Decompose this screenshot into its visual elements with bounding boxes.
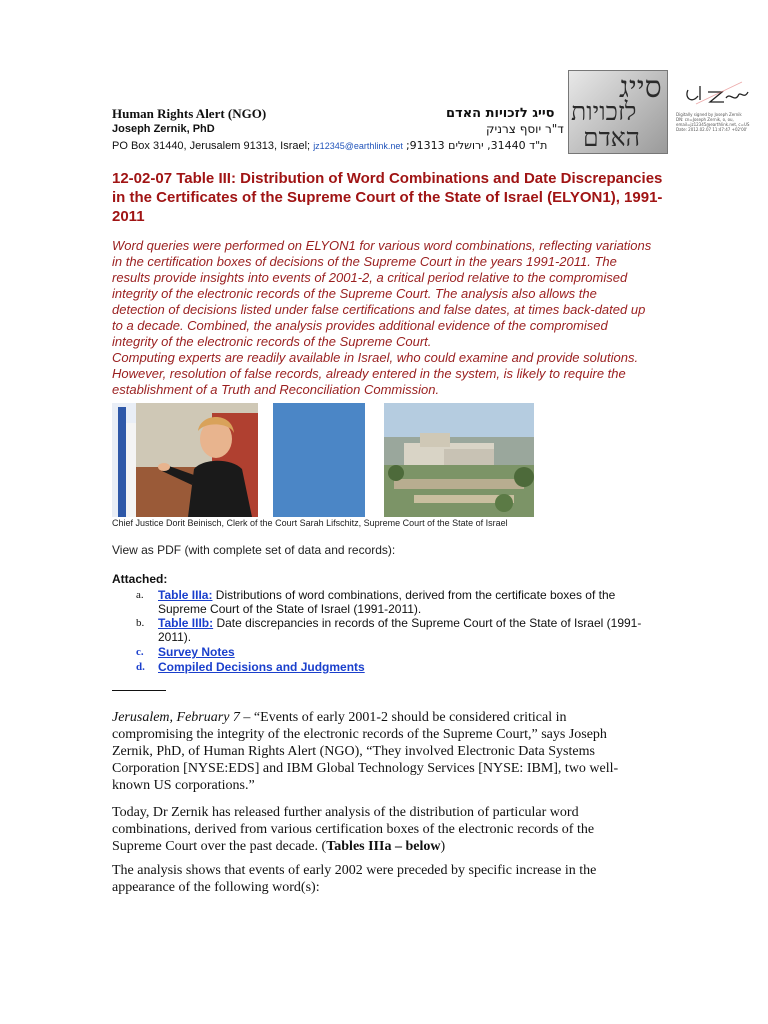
survey-notes-link[interactable]: Survey Notes (158, 645, 235, 659)
table-iiib-link[interactable]: Table IIIb: (158, 616, 214, 630)
contact-address (112, 139, 547, 152)
author-name-hebrew: ד"ר יוסף צרניק (486, 122, 564, 136)
logo-line-3: האדם (583, 123, 641, 152)
intro-paragraph-2: Computing experts are readily available in Israel, who could examine and provide solutions. However, resolution of false records, already entered in the system, is likely to require the establishment of a Truth and Reconciliation Commission. (112, 350, 639, 397)
attachment-description: Distributions of word combinations, derived from the certificate boxes of the Supreme Court of the State of Israel (1991-2011). (158, 588, 616, 616)
attachment-description: Date discrepancies in records of the Supreme Court of the State of Israel (1991-2011). (158, 616, 642, 644)
view-as-pdf-text: View as PDF (with complete set of data and records): (112, 543, 396, 557)
org-name: Human Rights Alert (NGO) (112, 106, 267, 121)
author-name: Joseph Zernik, PhD (112, 123, 215, 135)
chief-justice-photo (112, 403, 258, 517)
body-paragraph-3: The analysis shows that events of early 2002 were preceded by specific increase in the appearance of the following word(s): (112, 863, 597, 895)
postal-address: PO Box 31440, Jerusalem 91313, Israel; (112, 140, 311, 152)
list-marker: b. (136, 617, 145, 629)
supreme-court-building-photo (384, 403, 534, 517)
clerk-photo-placeholder (273, 403, 365, 517)
postal-address-hebrew: ;91313 ת"ד 31440, ירושלים (405, 139, 548, 152)
intro-text (112, 238, 652, 398)
intro-paragraph-1: Word queries were performed on ELYON1 for various word combinations, reflecting variations in the certification boxes of decisions of the Supreme Court in the years 1991-2011. The results provide insights into events of 2001-2, a critical period relative to the compromised integrity of the electronic records of the Supreme Court. The analysis also allows the detection of decisions listed under false certifications and false dates, at times back-dated up to a decade. Combined, the analysis provides additional evidence of the compromised integrity of the electronic records of the Supreme Court. (112, 238, 652, 349)
logo-line-2: לזכויות (571, 97, 637, 126)
attachment-item (136, 616, 656, 644)
org-logo (568, 70, 668, 154)
attachment-item (136, 645, 656, 659)
section-divider (112, 690, 166, 691)
attachment-item (136, 660, 656, 674)
attachment-item (136, 588, 656, 616)
photo-caption: Chief Justice Dorit Beinisch, Clerk of the Court Sarah Lifschitz, Supreme Court of the State of Israel (112, 518, 508, 528)
digital-signature-text: Digitally signed by Joseph Zernik DN: cn=Joseph Zernik, o, ou, email=jz12345@earthlink.net, c=US Date: 2012.02.07 11:47:47 +02'00' (676, 112, 750, 132)
body-paragraph-2: Today, Dr Zernik has released further analysis of the distribution of particular word combinations, derived from various certification boxes of the electronic records of the Supreme Court over the past decade. (Tables IIIa – below) (112, 805, 595, 854)
compiled-decisions-link[interactable]: Compiled Decisions and Judgments (158, 660, 365, 674)
signature-mark (682, 78, 752, 108)
page-title: 12-02-07 Table III: Distribution of Word Combinations and Date Discrepancies in the Certificates of the Supreme Court of the State of Israel (ELYON1), 1991-2011 (112, 170, 663, 225)
list-marker: a. (136, 589, 144, 601)
list-marker: d. (136, 661, 145, 673)
logo-line-1: סייג (619, 70, 662, 105)
table-iiia-link[interactable]: Table IIIa: (158, 588, 213, 602)
org-name-hebrew: סייג לזכויות האדם (446, 106, 555, 121)
dateline: Jerusalem, February 7 (112, 710, 240, 725)
tables-reference: Tables IIIa – below (326, 839, 441, 854)
attached-heading: Attached: (112, 572, 168, 586)
email-link[interactable]: jz12345@earthlink.net (313, 141, 403, 151)
body-paragraph-1: Jerusalem, February 7 – “Events of early 2001-2 should be considered critical in compromising the integrity of the electronic records of the Supreme Court,” says Joseph Zernik, PhD, of Human Rights Alert (NGO), “They involved Electronic Data Systems Corporation [NYSE:EDS] and IBM Global Technology Services [NYSE: IBM], two well-known US corporations.” (112, 710, 619, 793)
list-marker: c. (136, 646, 144, 658)
